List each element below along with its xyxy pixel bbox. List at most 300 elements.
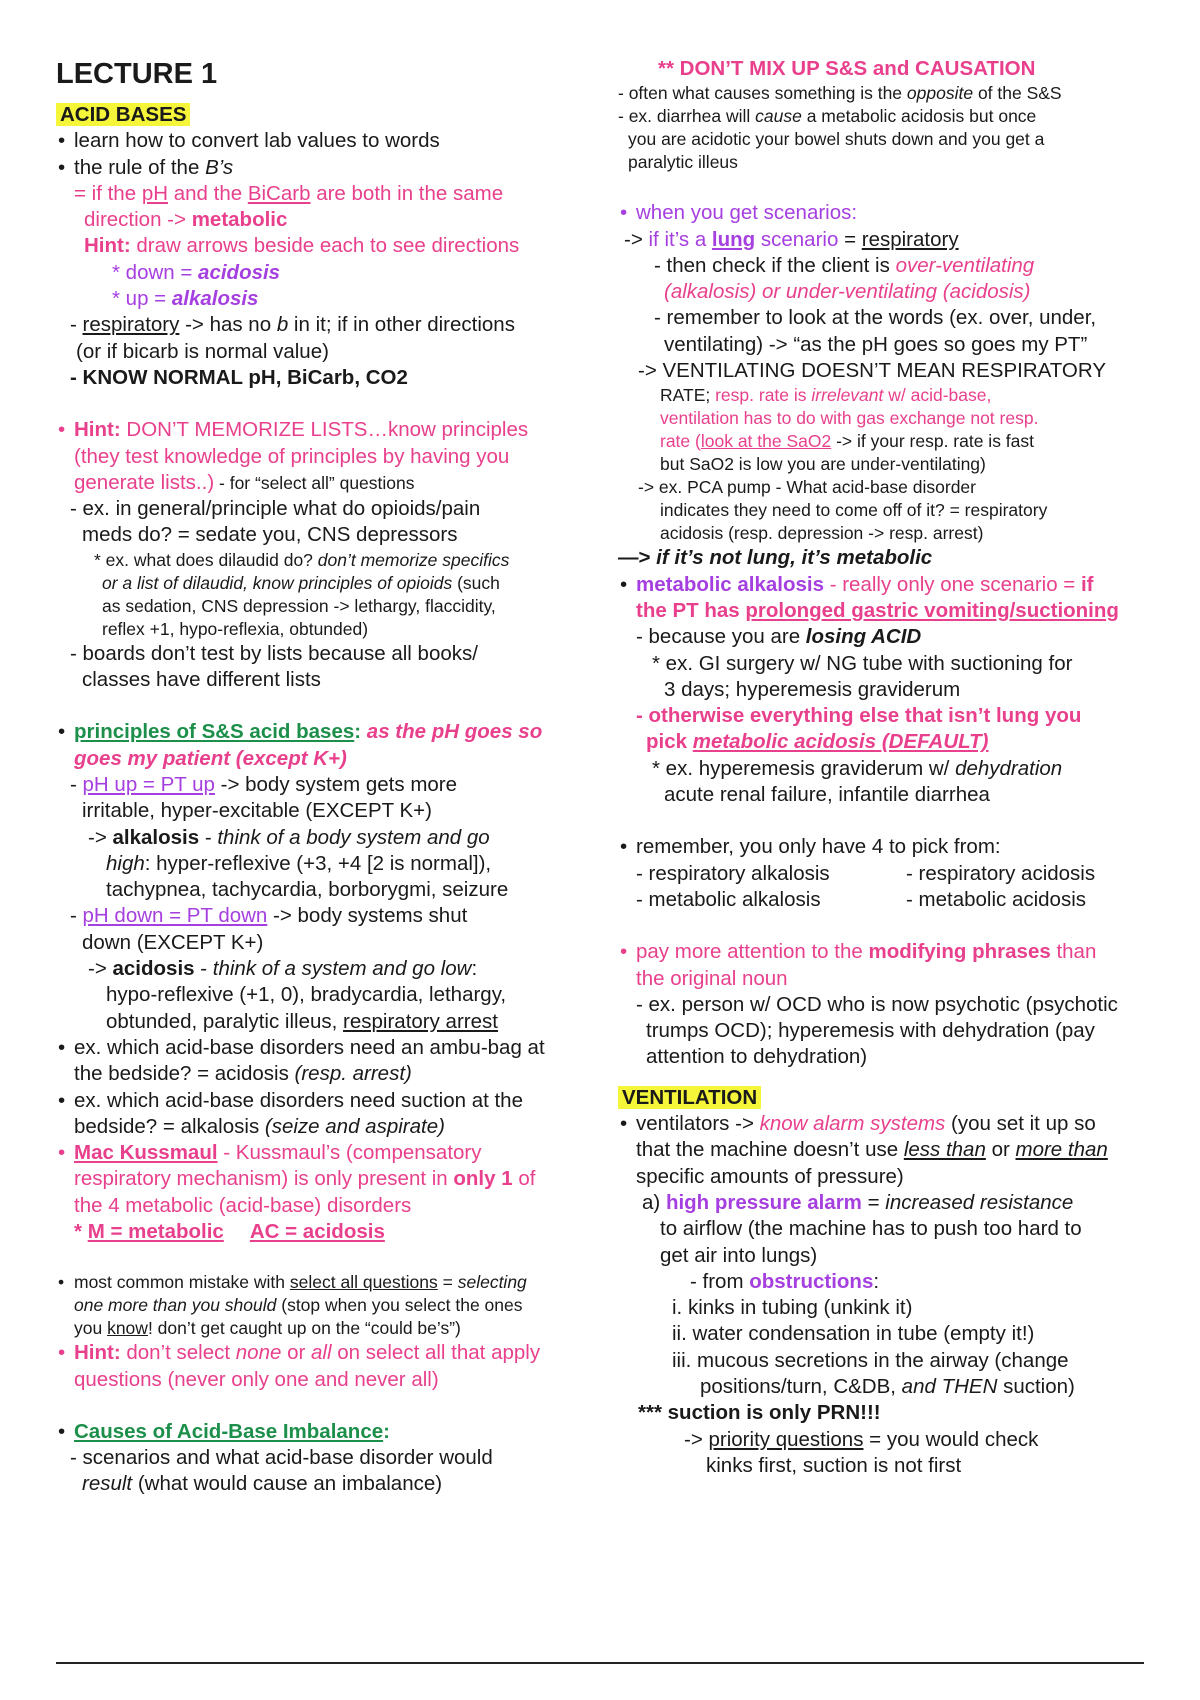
text: -> VENTILATING DOESN’T MEAN RESPIRATORY xyxy=(638,359,1106,383)
text: suction) xyxy=(997,1374,1075,1398)
acid-bases-heading: ACID BASES xyxy=(56,103,190,126)
text: ** DON’T MIX UP S&S and CAUSATION xyxy=(658,57,1036,80)
note-line xyxy=(88,825,616,851)
text: most common mistake with xyxy=(74,1272,290,1293)
note-line xyxy=(646,1018,1178,1044)
text: : xyxy=(383,1419,390,1443)
text: positions/turn, C&DB, xyxy=(700,1374,902,1398)
text: * ex. hyperemesis graviderum w/ xyxy=(652,756,956,780)
text: (seize and aspirate) xyxy=(264,1114,445,1138)
text: 3 days; hyperemesis graviderum xyxy=(664,677,961,701)
text: (alkalosis) or under-ventilating (acidosis) xyxy=(664,280,1031,304)
note-line xyxy=(112,260,616,286)
text: direction -> xyxy=(84,208,192,232)
note-line xyxy=(102,572,616,595)
text: metabolic acidosis (DEFAULT) xyxy=(692,730,989,754)
text: respiratory arrest xyxy=(343,1009,498,1033)
text: (stop when you select the ones xyxy=(276,1295,523,1316)
note-line xyxy=(74,1035,616,1061)
text: - xyxy=(199,825,218,849)
note-line xyxy=(660,407,1178,430)
text: in the same xyxy=(391,181,504,205)
text: select all questions xyxy=(289,1272,438,1293)
text: principles of S&S acid bases xyxy=(74,720,355,744)
text: paralytic illeus xyxy=(628,152,738,173)
text: but SaO2 is low you are under-ventilating) xyxy=(660,454,986,475)
note-line xyxy=(84,233,616,259)
note-line xyxy=(74,1340,616,1366)
note-line xyxy=(106,1009,616,1035)
note-line xyxy=(74,470,616,496)
text: = xyxy=(838,227,862,251)
note-line xyxy=(636,598,1178,624)
text: : xyxy=(354,720,367,744)
text: - metabolic alkalosis xyxy=(636,887,821,911)
text: - ex. person w/ OCD who is now psychotic (psychotic xyxy=(636,992,1118,1016)
text: acidosis (resp. depression -> resp. arrest) xyxy=(660,523,984,544)
text: acidosis xyxy=(198,260,281,284)
text: (resp. arrest) xyxy=(294,1062,412,1086)
text: - really only one scenario = xyxy=(824,572,1081,596)
text: both xyxy=(351,181,392,205)
text: : xyxy=(471,957,478,981)
text: -> xyxy=(88,825,113,849)
note-line xyxy=(74,1088,616,1114)
note-line xyxy=(660,384,1178,407)
text: (such xyxy=(452,572,500,593)
note-line xyxy=(74,1367,616,1393)
text: classes have different lists xyxy=(82,668,321,692)
text: DON’T MEMORIZE LISTS…know principles xyxy=(120,418,529,442)
note-line xyxy=(652,651,1178,677)
text: B’s xyxy=(205,155,234,179)
note-line xyxy=(636,1164,1178,1190)
note-line xyxy=(646,1044,1178,1070)
note-line xyxy=(636,1137,1178,1163)
text: - ex. in general/principle what do opioids/pain xyxy=(70,497,481,521)
note-line xyxy=(672,1321,1178,1347)
note-line xyxy=(690,1269,1178,1295)
text: : xyxy=(873,1269,880,1293)
text: obtunded, paralytic illeus, xyxy=(106,1009,344,1033)
text: look at the SaO2 xyxy=(700,431,832,452)
text: more than xyxy=(1015,1138,1108,1162)
ventilation-heading-line xyxy=(618,1085,1178,1111)
text: opposite xyxy=(906,83,974,104)
note-line xyxy=(636,887,1178,913)
note-line xyxy=(636,939,1178,965)
note-line xyxy=(660,453,1178,476)
note-line xyxy=(82,798,616,824)
note-line xyxy=(618,545,1178,571)
note-line xyxy=(618,82,1178,105)
text: losing ACID xyxy=(805,625,922,649)
note-line xyxy=(74,128,616,154)
text: - from xyxy=(690,1269,750,1293)
text: questions (never only one and never all) xyxy=(74,1367,439,1391)
note-line xyxy=(74,444,616,470)
note-line xyxy=(664,677,1178,703)
note-line xyxy=(82,1471,616,1497)
text: BiCarb xyxy=(247,181,311,205)
text: attention to dehydration) xyxy=(646,1045,868,1069)
note-line xyxy=(664,332,1178,358)
note-line xyxy=(636,966,1178,992)
note-line xyxy=(70,772,616,798)
text: pH down = PT down xyxy=(82,904,268,928)
text: as sedation, CNS depression -> lethargy, flaccidity, xyxy=(102,595,496,616)
note-line xyxy=(74,181,616,207)
note-line xyxy=(112,286,616,312)
text: ii. water condensation in tube (empty it!) xyxy=(672,1322,1035,1346)
note-line xyxy=(74,1317,616,1340)
text: all xyxy=(311,1341,332,1365)
text: - KNOW NORMAL pH, BiCarb, CO2 xyxy=(70,365,408,389)
text: - scenarios and what acid-base disorder would xyxy=(70,1446,493,1470)
note-line xyxy=(102,618,616,641)
text: or xyxy=(985,1138,1016,1162)
text: * ex. what does dilaudid do? xyxy=(94,549,318,570)
text: -> xyxy=(88,957,113,981)
note-line xyxy=(684,1427,1178,1453)
text: only 1 xyxy=(453,1167,513,1191)
text: -> body systems shut xyxy=(267,904,468,928)
text: know alarm systems xyxy=(759,1112,946,1136)
text: or xyxy=(281,1341,312,1365)
text: than xyxy=(1050,940,1097,964)
text: bedside? = alkalosis xyxy=(74,1114,265,1138)
text: * ex. GI surgery w/ NG tube with suctioning for xyxy=(652,651,1073,675)
text: -> xyxy=(624,227,649,251)
text: on select all that apply xyxy=(331,1341,541,1365)
note-line xyxy=(660,1216,1178,1242)
text: -> ex. PCA pump - What acid-base disorder xyxy=(638,477,976,498)
text: goes my patient (except K+) xyxy=(74,746,347,770)
note-line xyxy=(660,1243,1178,1269)
text: pay more attention to the xyxy=(636,940,869,964)
note-line xyxy=(638,358,1178,384)
text: generate lists..) xyxy=(74,470,215,494)
text: obstructions xyxy=(749,1269,874,1293)
text: over-ventilating xyxy=(895,253,1035,277)
text: RATE; xyxy=(660,385,716,406)
text: - Kussmaul’s (compensatory xyxy=(217,1141,482,1165)
note-line xyxy=(106,851,616,877)
text: remember, you only have 4 to pick from: xyxy=(636,835,1001,859)
text: - respiratory acidosis xyxy=(906,861,1096,885)
text: Hint: xyxy=(84,234,131,258)
text: the original noun xyxy=(636,966,788,990)
text: - metabolic acidosis xyxy=(906,887,1087,911)
text: tachypnea, tachycardia, borborygmi, seizure xyxy=(106,878,509,902)
note-line xyxy=(84,207,616,233)
text: = xyxy=(437,1272,458,1293)
note-line xyxy=(638,476,1178,499)
text: - otherwise everything else that isn’t lung you xyxy=(636,704,1082,728)
text: prolonged gastric vomiting/suctioning xyxy=(745,598,1119,622)
note-line xyxy=(624,227,1178,253)
text: (or if bicarb is normal value) xyxy=(76,339,329,363)
text: increased resistance xyxy=(885,1190,1074,1214)
note-line xyxy=(700,1374,1178,1400)
text: iii. mucous secretions in the airway (change xyxy=(672,1348,1069,1372)
text: you are acidotic your bowel shuts down and you get a xyxy=(628,129,1045,150)
text: think of a system and go low xyxy=(212,957,472,981)
note-line xyxy=(70,1445,616,1471)
text: respiratory xyxy=(861,227,959,251)
note-line xyxy=(660,499,1178,522)
text: metabolic xyxy=(191,208,288,232)
note-line xyxy=(654,305,1178,331)
text: = you would check xyxy=(863,1427,1039,1451)
note-line xyxy=(70,496,616,522)
text: when you get scenarios: xyxy=(636,201,858,225)
text: irritable, hyper-excitable (EXCEPT K+) xyxy=(82,799,432,823)
text: - boards don’t test by lists because all books/ xyxy=(70,641,478,665)
note-line xyxy=(106,877,616,903)
note-line xyxy=(74,1419,616,1445)
text: of the S&S xyxy=(973,83,1062,104)
text: and THEN xyxy=(901,1374,998,1398)
note-line xyxy=(636,834,1178,860)
text: kinks first, suction is not first xyxy=(706,1453,962,1477)
text: : hyper-reflexive (+3, +4 [2 is normal]), xyxy=(144,851,492,875)
text: a) xyxy=(642,1190,666,1214)
text: - ex. diarrhea will xyxy=(618,106,756,127)
note-line xyxy=(672,1348,1178,1374)
text: - xyxy=(70,772,83,796)
note-line xyxy=(82,667,616,693)
note-line xyxy=(636,703,1178,729)
text: -> has no xyxy=(179,313,277,337)
text: indicates they need to come off of it? = respiratory xyxy=(660,500,1048,521)
text: - xyxy=(194,957,213,981)
spacer xyxy=(56,1245,616,1271)
note-line xyxy=(706,1453,1178,1479)
note-line xyxy=(74,155,616,181)
text: *** xyxy=(638,1401,668,1425)
text: acidosis xyxy=(112,957,195,981)
text: meds do? = sedate you, CNS depressors xyxy=(82,523,458,547)
note-line xyxy=(636,1111,1178,1137)
text: dehydration xyxy=(955,756,1063,780)
text: result xyxy=(82,1472,133,1496)
text: metabolic alkalosis xyxy=(636,572,825,596)
note-line xyxy=(74,1219,616,1245)
text: you xyxy=(74,1318,108,1339)
note-line xyxy=(82,522,616,548)
acid-bases-heading-line xyxy=(56,102,616,128)
spacer xyxy=(56,1393,616,1419)
text: don’t memorize specifics xyxy=(317,549,510,570)
note-line xyxy=(74,1166,616,1192)
text: Hint: xyxy=(74,418,121,442)
note-line xyxy=(74,746,616,772)
note-line xyxy=(672,1295,1178,1321)
text: b xyxy=(276,313,289,337)
text: selecting xyxy=(457,1272,527,1293)
note-line xyxy=(76,339,616,365)
note-line xyxy=(642,1190,1178,1216)
text: - for “select all” questions xyxy=(214,472,415,493)
note-line xyxy=(618,105,1178,128)
text: modifying phrases xyxy=(868,940,1051,964)
note-line xyxy=(660,430,1178,453)
text: -> if your resp. rate is fast xyxy=(831,431,1035,452)
text: i. kinks in tubing (unkink it) xyxy=(672,1296,913,1320)
spacer xyxy=(618,174,1178,200)
text: ex. which acid-base disorders need suction at the xyxy=(74,1088,523,1112)
text: Causes of Acid-Base Imbalance xyxy=(74,1419,384,1443)
text: - often what causes something is the xyxy=(618,83,907,104)
text: - xyxy=(70,313,83,337)
text: AC = acidosis xyxy=(249,1219,385,1243)
text: irrelevant xyxy=(811,385,884,406)
text: know xyxy=(107,1318,148,1339)
text: down (EXCEPT K+) xyxy=(82,930,264,954)
text: * up = xyxy=(112,287,172,311)
text: the 4 metabolic (acid-base) disorders xyxy=(74,1193,412,1217)
note-line xyxy=(660,522,1178,545)
text: think of a body system and go xyxy=(217,825,490,849)
text: of xyxy=(512,1167,536,1191)
text: - remember to look at the words (ex. over, under, xyxy=(654,306,1097,330)
note-line xyxy=(102,595,616,618)
note-line xyxy=(636,200,1178,226)
note-line xyxy=(70,312,616,338)
text: the rule of the xyxy=(74,155,206,179)
note-line xyxy=(70,903,616,929)
right-column xyxy=(618,56,1178,1479)
note-line xyxy=(654,253,1178,279)
note-line xyxy=(70,641,616,667)
text: Mac Kussmaul xyxy=(74,1141,218,1165)
text: are xyxy=(310,181,352,205)
note-line xyxy=(646,729,1178,755)
text: -> xyxy=(684,1427,709,1451)
text: that the machine doesn’t use xyxy=(636,1138,904,1162)
text: as the pH goes so xyxy=(366,720,543,744)
text: * down = xyxy=(112,260,199,284)
text: in it; if in other directions xyxy=(288,313,515,337)
spacer xyxy=(618,1071,1178,1085)
text: reflex +1, hypo-reflexia, obtunded) xyxy=(102,618,369,639)
text: rate ( xyxy=(660,431,701,452)
text: respiratory mechanism) is only present in xyxy=(74,1167,454,1191)
text: hypo-reflexive (+1, 0), bradycardia, lethargy, xyxy=(106,983,507,1007)
text: if it’s not lung, it’s metabolic xyxy=(656,546,933,570)
text: the PT has xyxy=(636,598,746,622)
text: draw arrows beside each to see directions xyxy=(130,234,520,258)
text: -> body system gets more xyxy=(214,772,458,796)
text: high xyxy=(106,851,145,875)
note-line xyxy=(628,151,1178,174)
text: - then check if the client is xyxy=(654,253,896,277)
note-line xyxy=(82,930,616,956)
spacer xyxy=(618,808,1178,834)
footer-divider xyxy=(56,1662,1144,1664)
text: and the xyxy=(168,181,248,205)
text: or a list of dilaudid, know principles of opioids xyxy=(102,572,453,593)
text: (they test knowledge of principles by having you xyxy=(74,444,510,468)
text: lung xyxy=(711,227,756,251)
text: alkalosis xyxy=(171,287,259,311)
text: Hint: xyxy=(74,1341,121,1365)
text: = if the xyxy=(74,181,142,205)
text: none xyxy=(235,1341,282,1365)
text: * xyxy=(74,1219,88,1243)
note-line xyxy=(636,861,1178,887)
note-line xyxy=(74,1114,616,1140)
note-line xyxy=(664,782,1178,808)
text: ex. which acid-base disorders need an ambu-bag at xyxy=(74,1035,545,1059)
text: suction is only PRN!!! xyxy=(667,1401,881,1425)
text: less than xyxy=(903,1138,986,1162)
text: —> xyxy=(618,546,657,570)
note-line xyxy=(636,624,1178,650)
note-line xyxy=(70,365,616,391)
text: acute renal failure, infantile diarrhea xyxy=(664,783,990,807)
text: resp. rate is xyxy=(715,385,812,406)
text: priority questions xyxy=(708,1427,864,1451)
text: get air into lungs) xyxy=(660,1243,818,1267)
note-line xyxy=(74,1061,616,1087)
text: = xyxy=(861,1190,886,1214)
text: - because you are xyxy=(636,625,806,649)
text: specific amounts of pressure) xyxy=(636,1164,904,1188)
note-line xyxy=(74,1271,616,1294)
note-line xyxy=(74,1193,616,1219)
text: respiratory xyxy=(82,313,180,337)
text: pH xyxy=(141,181,169,205)
text: w/ acid-base, xyxy=(883,385,992,406)
text: the bedside? = acidosis xyxy=(74,1062,295,1086)
note-line xyxy=(74,417,616,443)
text: if xyxy=(1080,572,1094,596)
spacer xyxy=(56,693,616,719)
text: - xyxy=(70,904,83,928)
note-line xyxy=(106,982,616,1008)
note-line xyxy=(658,56,1178,82)
text: ventilation has to do with gas exchange not resp. xyxy=(660,408,1039,429)
text: trumps OCD); hyperemesis with dehydration (pay xyxy=(646,1019,1095,1043)
note-line xyxy=(74,1140,616,1166)
page-title: LECTURE 1 xyxy=(56,58,218,90)
note-line xyxy=(636,572,1178,598)
note-line xyxy=(664,279,1178,305)
note-line xyxy=(74,1294,616,1317)
note-line xyxy=(74,719,616,745)
note-line xyxy=(94,549,616,572)
text: to airflow (the machine has to push too hard to xyxy=(660,1217,1082,1241)
text: if it’s a xyxy=(648,227,712,251)
text: don’t select xyxy=(120,1341,236,1365)
text: scenario xyxy=(755,227,839,251)
text: pH up = PT up xyxy=(82,772,215,796)
note-line xyxy=(652,756,1178,782)
spacer xyxy=(56,391,616,417)
text: - respiratory alkalosis xyxy=(636,861,830,885)
note-line xyxy=(636,992,1178,1018)
text: M = metabolic xyxy=(87,1219,224,1243)
note-line xyxy=(628,128,1178,151)
text: high pressure alarm xyxy=(665,1190,862,1214)
note-line xyxy=(88,956,616,982)
text: a metabolic acidosis but once xyxy=(801,106,1037,127)
text: (you set it up so xyxy=(945,1112,1096,1136)
text: pick xyxy=(646,730,693,754)
left-column xyxy=(56,56,616,1498)
